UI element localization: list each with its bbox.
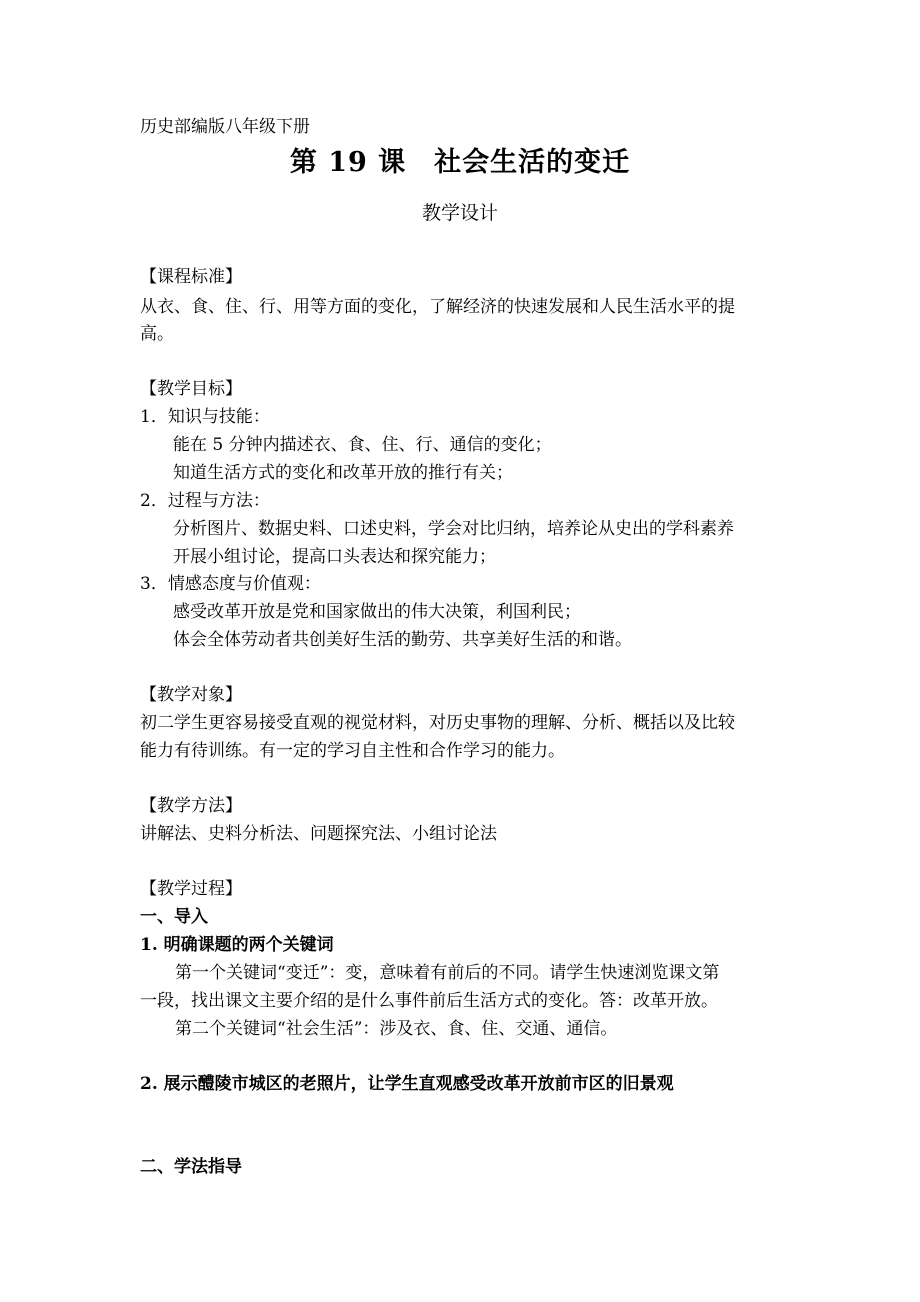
goal-item: 体会全体劳动者共创美好生活的勤劳、共享美好生活的和谐。 [173, 630, 632, 650]
paragraph-line: 初二学生更容易接受直观的视觉材料，对历史事物的理解、分析、概括以及比较 [140, 713, 735, 733]
paragraph-line: 能力有待训练。有一定的学习自主性和合作学习的能力。 [140, 741, 565, 761]
goal-title: 2．过程与方法： [140, 491, 270, 511]
section-heading: 【教学目标】 [140, 379, 242, 399]
page-title: 第 19 课 社会生活的变迁 [289, 147, 631, 178]
goal-title: 3．情感态度与价值观： [140, 574, 321, 594]
goal-item: 感受改革开放是党和国家做出的伟大决策，利国利民； [173, 602, 581, 622]
goal-title: 1．知识与技能： [140, 407, 270, 427]
goal-item: 能在 5 分钟内描述衣、食、住、行、通信的变化； [173, 435, 552, 455]
section-heading: 【教学过程】 [140, 879, 242, 899]
section-heading: 【教学方法】 [140, 796, 242, 816]
goal-item: 知道生活方式的变化和改革开放的推行有关； [173, 463, 513, 483]
paragraph-line: 高。 [140, 324, 174, 344]
step-title: 1. 明确课题的两个关键词 [140, 935, 334, 955]
section-heading: 【课程标准】 [140, 267, 242, 287]
paragraph-line: 从衣、食、住、行、用等方面的变化，了解经济的快速发展和人民生活水平的提 [140, 297, 735, 317]
part-title: 一、导入 [140, 907, 208, 927]
page-subtitle: 教学设计 [421, 202, 498, 224]
section-heading: 【教学对象】 [140, 685, 242, 705]
paragraph-line: 讲解法、史料分析法、问题探究法、小组讨论法 [140, 824, 497, 844]
part-title: 二、学法指导 [140, 1157, 242, 1177]
paragraph-line: 一段，找出课文主要介绍的是什么事件前后生活方式的变化。答：改革开放。 [140, 991, 718, 1011]
step-title: 2. 展示醴陵市城区的老照片，让学生直观感受改革开放前市区的旧景观 [140, 1074, 674, 1094]
paragraph-line: 第二个关键词“社会生活”：涉及衣、食、住、交通、通信。 [175, 1019, 618, 1039]
goal-item: 分析图片、数据史料、口述史料，学会对比归纳，培养论从史出的学科素养 [173, 519, 734, 539]
goal-item: 开展小组讨论，提高口头表达和探究能力； [173, 547, 496, 567]
paragraph-line: 第一个关键词“变迁”：变，意味着有前后的不同。请学生快速浏览课文第 [175, 963, 720, 983]
subject-line: 历史部编版八年级下册 [140, 117, 310, 137]
